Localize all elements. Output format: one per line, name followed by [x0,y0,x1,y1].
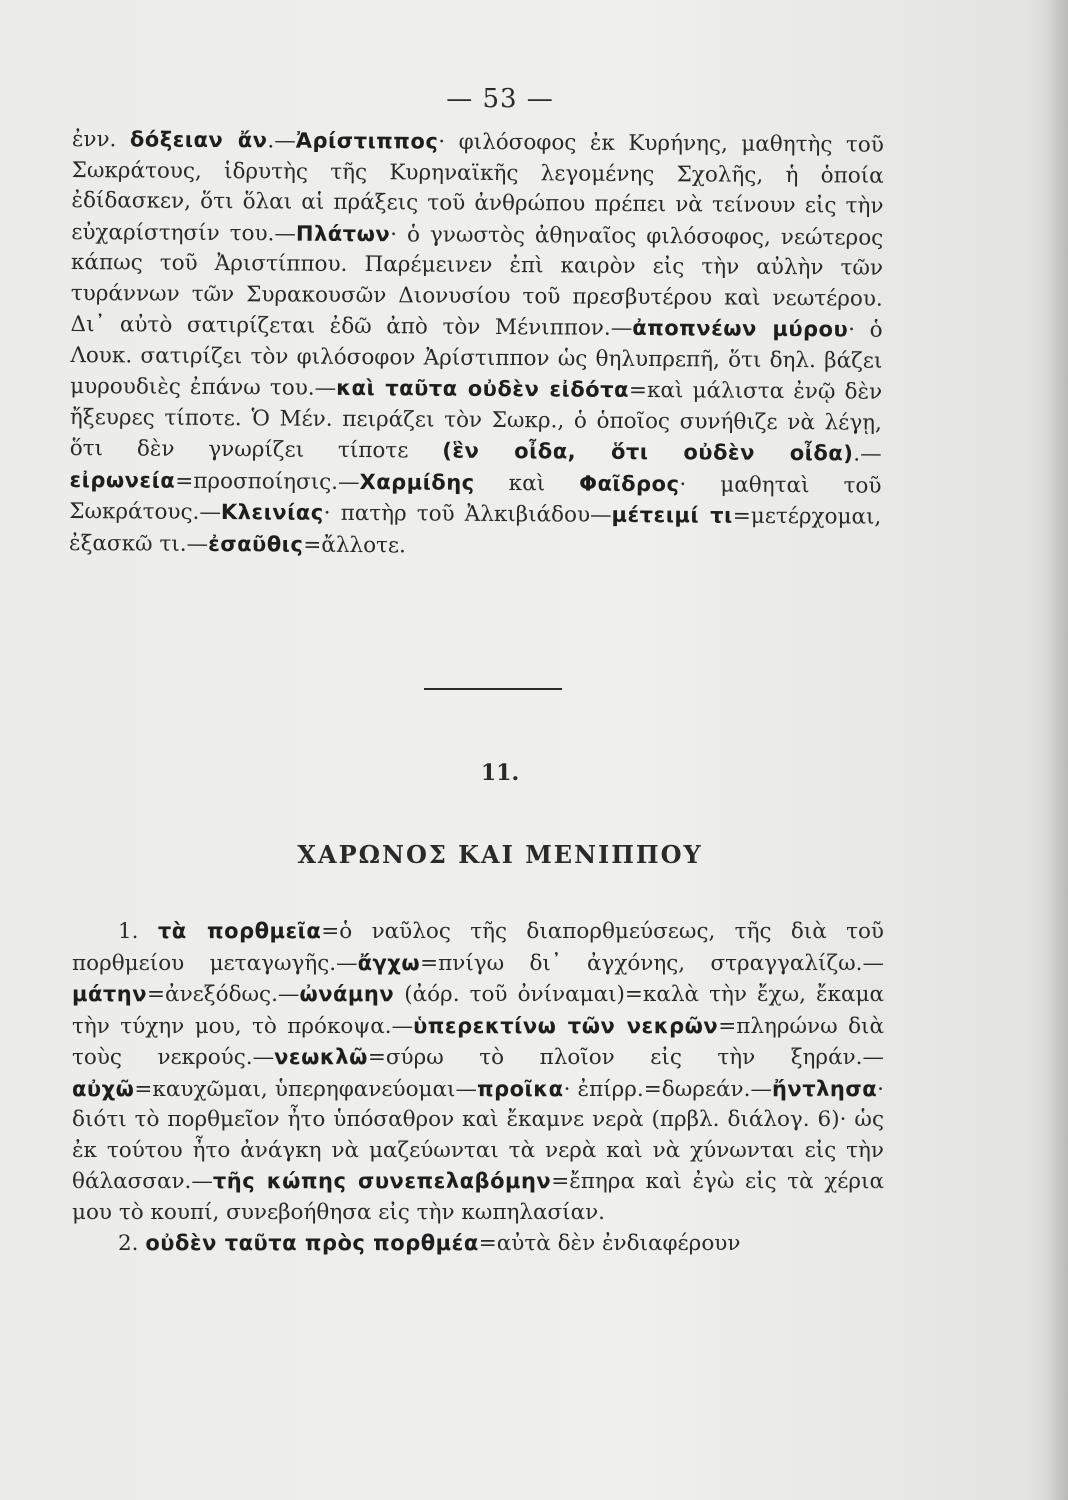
gloss-text: =ἀνεξόδως.— [147,982,300,1007]
gloss-text: ἐνν. [71,126,130,153]
gloss-text: · ἐπίρρ.=δωρεάν.— [563,1076,772,1102]
gloss-text: · ὁ Λουκ. σατιρίζει τὸν φιλόσοφον Ἀρίστιππον ὡς θηλυπρεπῆ, ὅτι δηλ. βάζει μυρουδιὲς ἐπάνω του.— [70,317,883,401]
headword: (ἓν οἶδα, ὅτι οὐδὲν οἶδα) [442,438,854,466]
gloss-text: (ἀόρ. τοῦ ὀνίναμαι)=καλὰ τὴν ἔχω, ἔκαμα τὴν τύχην μου, τὸ πρόκοψα.— [72,982,884,1039]
gloss-text: · διότι τὸ πορθμεῖον ἦτο ὑπόσαθρον καὶ ἔκαμνε νερὰ (πρβλ. διάλογ. 6)· ὡς ἐκ τούτου ἦτο ἀνάγκη νὰ μαζεύωνται τὰ νερὰ καὶ νὰ χύνωνται εἰς τὴν θάλασσαν.— [72,1076,884,1194]
headword: Ἀρίστιππος [295,128,439,154]
gloss-text: =ἄλλοτε. [303,532,407,558]
gloss-text: καὶ [474,470,580,497]
gloss-text: =καυχῶμαι, ὑπερηφανεύομαι— [134,1076,477,1102]
headword: Χαρμίδης [359,469,475,495]
note-paragraph [72,916,884,1228]
gloss-text: · μαθηταὶ τοῦ Σωκράτους.— [69,471,882,526]
headword: οὐδὲν ταῦτα πρὸς πορθμέα [145,1231,479,1255]
headword: τὰ πορθμεῖα [157,919,322,943]
gloss-text: 2. [118,1231,146,1256]
page-edge-shadow [1046,0,1068,1500]
page-number: — 53 — [446,84,554,114]
headword: μέτειμί τι [611,502,733,528]
section-number: 11. [480,760,520,786]
gloss-text: .— [267,128,296,154]
gloss-text: =πληρώνω διὰ τοὺς νεκρούς.— [72,1013,884,1070]
headword: τῆς κώπης συνεπελαβόμην [212,1169,552,1193]
gloss-text: · φιλόσοφος ἐκ Κυρήνης, μαθητὴς τοῦ Σωκράτους, ἱδρυτὴς τῆς Κυρηναϊκῆς λεγομένης Σχολῆς, ἡ ὁποία ἐδίδασκεν, ὅτι ὅλαι αἱ πράξεις τοῦ ἀνθρώπου πρέπει νὰ τείνουν εἰς τὴν εὐχαρίστησίν του.— [71,129,884,247]
gloss-text: =ὁ ναῦλος τῆς διαπορθμεύσεως, τῆς διὰ τοῦ πορθμείου μεταγωγῆς.— [72,919,884,976]
section-divider [424,688,562,690]
headword: Πλάτων [295,221,391,246]
gloss-text: 1. [118,919,158,944]
notes-paragraph [69,124,884,565]
gloss-text: =ἔπηρα καὶ ἐγὼ εἰς τὰ χέρια μου τὸ κουπί, συνεβοήθησα εἰς τὴν κωπηλασίαν. [72,1169,884,1225]
headword: ὠνάμην [299,982,395,1006]
headword: Κλεινίας [220,500,324,525]
gloss-text: =προσποίησις.— [175,468,360,495]
gloss-text: =σύρω τὸ πλοῖον εἰς τὴν ξηράν.— [367,1045,884,1070]
headword: νεωκλῶ [274,1045,368,1069]
headword: καὶ ταῦτα οὐδὲν εἰδότα [336,375,630,402]
gloss-text: =μετέρχομαι, ἐξασκῶ τι.— [68,503,882,557]
gloss-text: =πνίγω δι᾽ ἀγχόνης, στραγγαλίζω.— [420,950,884,976]
headword: αὐχῶ [72,1076,135,1101]
gloss-text: · ὁ γνωστὸς ἀθηναῖος φιλόσοφος, νεώτερος κάπως τοῦ Ἀριστίππου. Παρέμεινεν ἐπὶ καιρὸν εἰς τὴν αὐλὴν τῶν τυράννων τῶν Συρακουσῶν Διονυσίου τοῦ πρεσβυτέρου καὶ νεωτέρου. Δι᾽ αὐτὸ σατιρίζεται ἐδῶ ἀπὸ τὸν Μένιππον.— [70,221,884,341]
section-title: ΧΑΡΩΝΟΣ ΚΑΙ ΜΕΝΙΠΠΟΥ [297,840,703,869]
headword: δόξειαν ἄν [129,127,268,153]
headword: ἄγχω [357,950,421,975]
commentary-notes-bottom [72,916,884,1260]
gloss-text: .— [853,441,882,467]
commentary-notes-top [69,124,884,565]
headword: μάτην [72,982,148,1006]
note-paragraph [72,1228,884,1260]
gloss-text: =καὶ μάλιστα ἐνῷ δὲν ἤξευρες τίποτε. Ὁ Μέν. πειράζει τὸν Σωκρ., ὁ ὁποῖος συνήθιζε νὰ λέγῃ, ὅτι δὲν γνωρίζει τίποτε [69,377,883,464]
headword: ἀποπνέων μύρου [632,315,849,342]
headword: ἤντλησα [771,1076,878,1101]
headword: ὑπερεκτίνω τῶν νεκρῶν [413,1013,719,1038]
headword: προῖκα [476,1076,564,1101]
headword: ἐσαῦθις [208,531,304,557]
headword: εἰρωνεία [69,467,176,493]
gloss-text: =αὐτὰ δὲν ἐνδιαφέρουν [478,1231,741,1256]
gloss-text: · πατὴρ τοῦ Ἀλκιβιάδου— [323,500,612,528]
headword: Φαῖδρος [579,471,680,496]
